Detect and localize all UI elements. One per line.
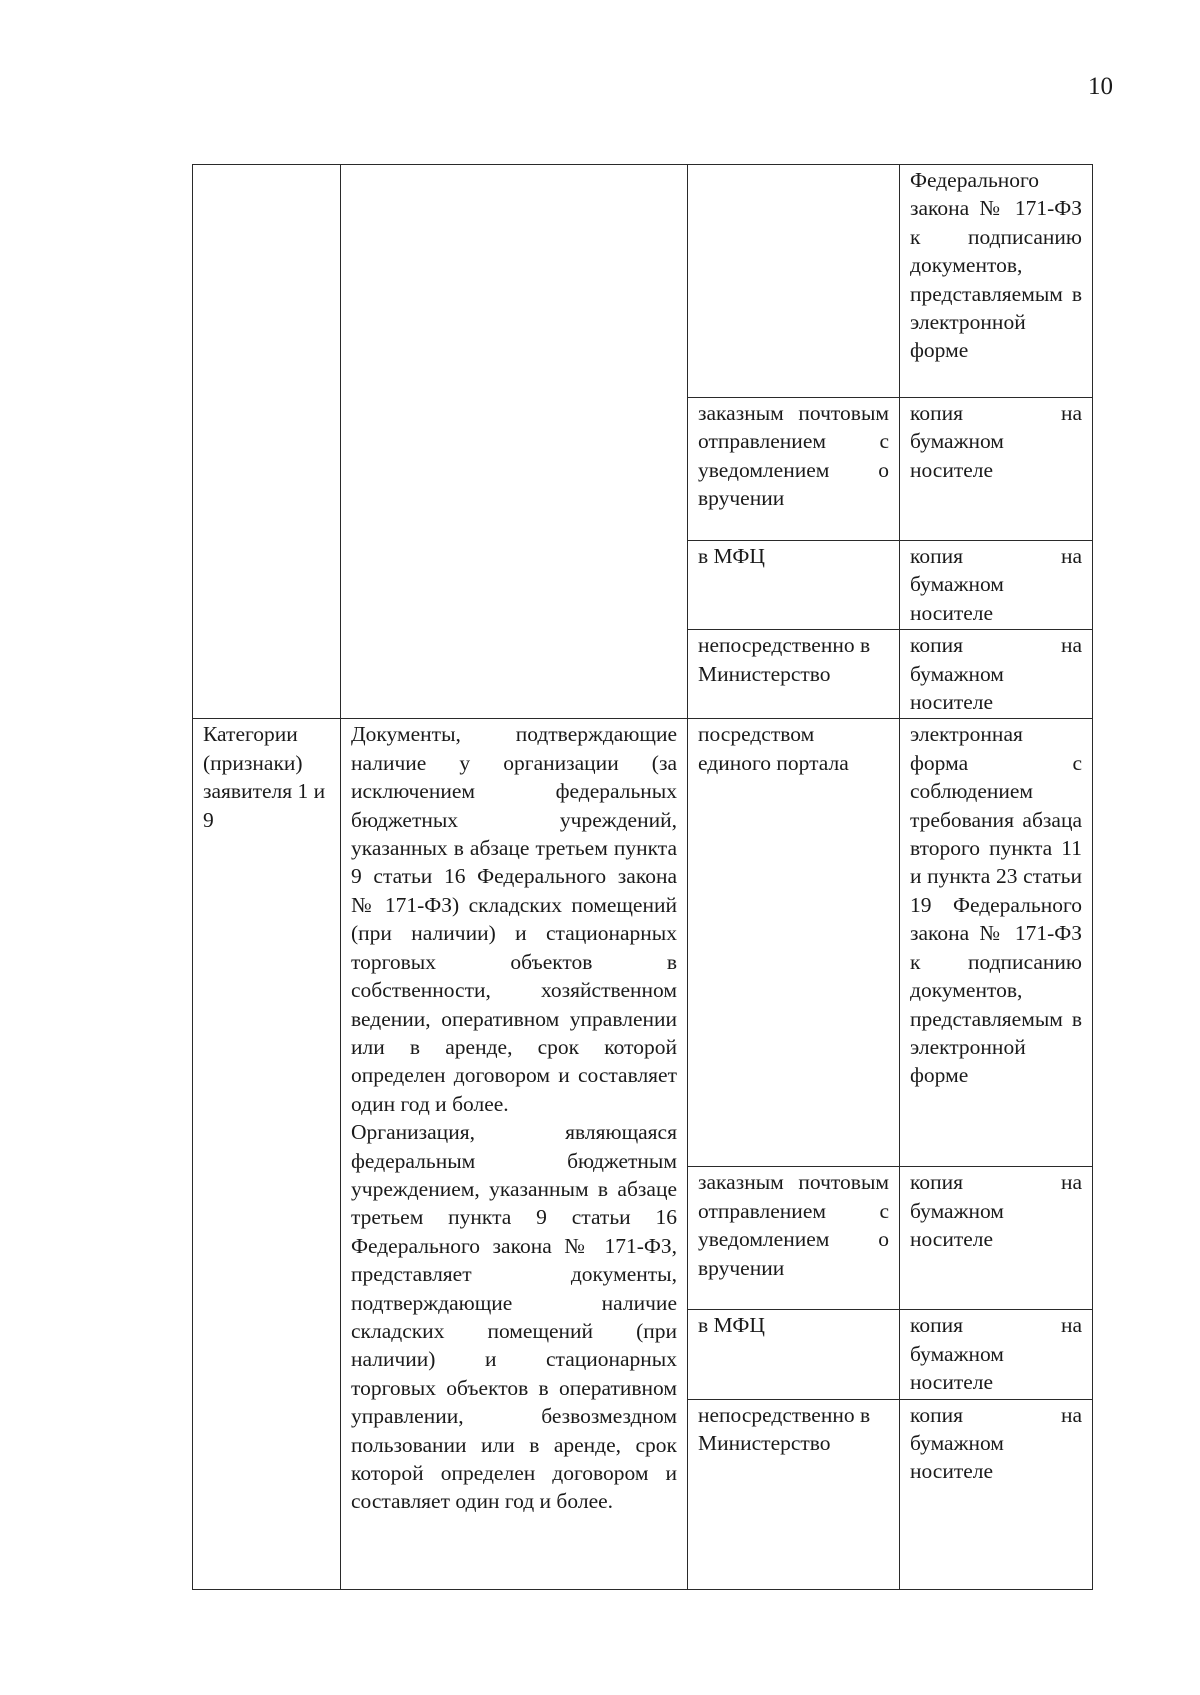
document-form-cell: Федерального закона № 171-ФЗ к подписанию документов, представляемым в электронной форме bbox=[900, 165, 1093, 398]
category-cell bbox=[193, 165, 341, 719]
document-form-cell: копия на бумажном носителе bbox=[900, 1167, 1093, 1310]
table-row bbox=[193, 165, 1093, 398]
documents-paragraph: Организация, являющаяся федеральным бюджетным учреждением, указанным в абзаце третьем пункта 9 статьи 16 Федерального закона № 171-ФЗ, представляет документы, подтверждающие наличие складских помещений (при наличии) и стационарных торговых объектов в оперативном управлении, безвозмездном пользовании или в аренде, срок которой определен договором и составляет один год и более. bbox=[351, 1120, 677, 1514]
documents-paragraph: Документы, подтверждающие наличие у организации (за исключением федеральных бюджетных учреждений, указанных в абзаце третьем пункта 9 статьи 16 Федерального закона № 171-ФЗ) складских помещений (при наличии) и стационарных торговых объектов в собственности, хозяйственном ведении, оперативном управлении или в аренде, срок которой определен договором и составляет один год и более. bbox=[351, 722, 677, 1116]
submission-method-cell: в МФЦ bbox=[688, 1310, 900, 1399]
submission-method-cell: непосредственно в Министерство bbox=[688, 630, 900, 719]
document-form-cell: копия на бумажном носителе bbox=[900, 1399, 1093, 1589]
table-row bbox=[193, 719, 1093, 1167]
submission-method-cell: в МФЦ bbox=[688, 541, 900, 630]
category-cell: Категории (признаки) заявителя 1 и 9 bbox=[193, 719, 341, 1589]
document-form-cell: копия на бумажном носителе bbox=[900, 1310, 1093, 1399]
submission-method-cell: посредством единого портала bbox=[688, 719, 900, 1167]
submission-method-cell bbox=[688, 165, 900, 398]
document-form-cell: копия на бумажном носителе bbox=[900, 541, 1093, 630]
documents-cell bbox=[341, 719, 688, 1589]
document-form-cell: копия на бумажном носителе bbox=[900, 630, 1093, 719]
document-form-cell: электронная форма с соблюдением требования абзаца второго пункта 11 и пункта 23 статьи 19 Федерального закона № 171-ФЗ к подписанию документов, представляемым в электронной форме bbox=[900, 719, 1093, 1167]
document-form-cell: копия на бумажном носителе bbox=[900, 398, 1093, 541]
submission-method-cell: заказным почтовым отправлением с уведомлением о вручении bbox=[688, 398, 900, 541]
documents-cell bbox=[341, 165, 688, 719]
submission-method-cell: непосредственно в Министерство bbox=[688, 1399, 900, 1589]
submission-method-cell: заказным почтовым отправлением с уведомлением о вручении bbox=[688, 1167, 900, 1310]
documents-table bbox=[192, 164, 1093, 1590]
page-number: 10 bbox=[1088, 73, 1113, 100]
